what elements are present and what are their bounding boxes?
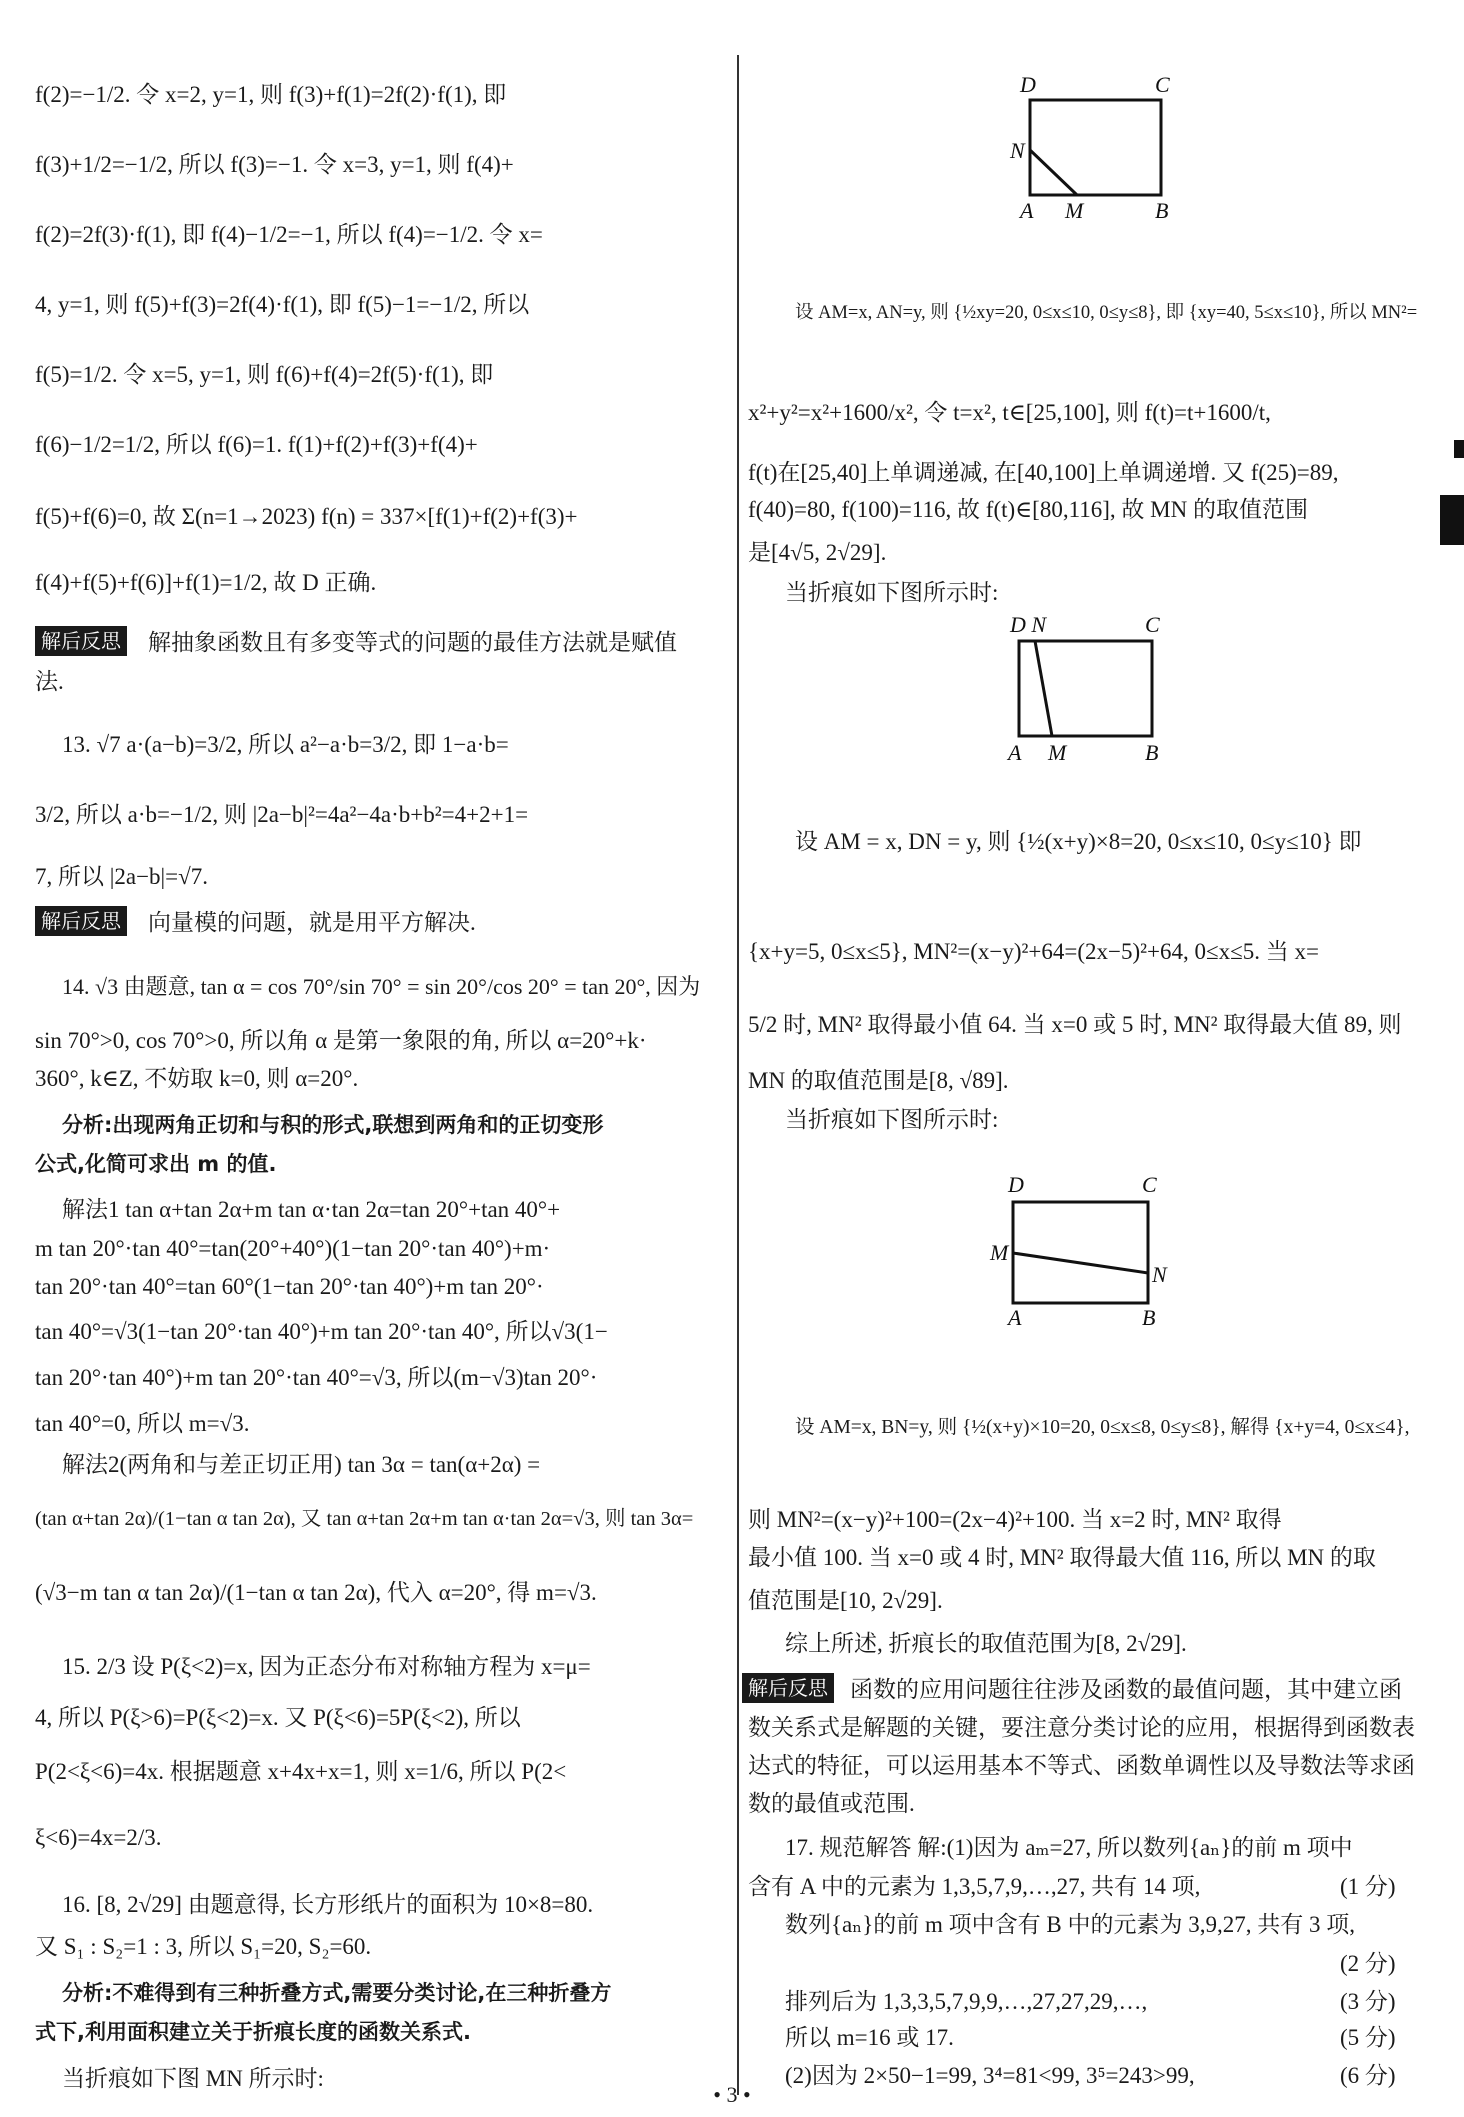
figure-fold-case-1 [1000,70,1200,240]
score-label: (1 分) [1340,1874,1396,1899]
reflection-badge: 解后反思 [35,906,127,936]
text-line: 13. √7 a·(a−b)=3/2, 所以 a²−a·b=3/2, 即 1−a·b= [62,732,509,757]
text-line: 数的最值或范围. [748,1791,915,1816]
text-line: 当折痕如下图 MN 所示时: [62,2066,324,2091]
text-line: 4, 所以 P(ξ>6)=P(ξ<2)=x. 又 P(ξ<6)=5P(ξ<2), 所以 [35,1705,521,1730]
text-line: f(4)+f(5)+f(6)]+f(1)=1/2, 故 D 正确. [35,570,377,595]
text-line: tan 40°=√3(1−tan 20°·tan 40°)+m tan 20°·tan 40°, 所以√3(1− [35,1319,608,1344]
label-A: A [1008,1305,1022,1328]
text-line: 分析:不难得到有三种折叠方式,需要分类讨论,在三种折叠方 [62,1981,612,2005]
text-line: 解法2(两角和与差正切正用) tan 3α = tan(α+2α) = [62,1452,541,1477]
text-line: 达式的特征，可以运用基本不等式、函数单调性以及导数法等求函 [748,1753,1415,1778]
scan-mark [1454,440,1464,458]
reflection-badge: 解后反思 [35,626,127,656]
label-C: C [1142,1172,1157,1197]
text-line: 设 AM=x, AN=y, 则 {½xy=20, 0≤x≤10, 0≤y≤8}, 即 {xy=40, 5≤x≤10}, 所以 MN²= [795,303,1418,323]
text-line: ξ<6)=4x=2/3. [35,1825,162,1850]
label-N: N [1152,1262,1167,1287]
text-line: 法. [35,669,64,694]
page-number: • 3 • [713,2082,751,2107]
label-M: M [1065,198,1084,223]
label-B: B [1145,740,1159,765]
text-line: 解法1 tan α+tan 2α+m tan α·tan 2α=tan 20°+tan 40°+ [62,1197,561,1222]
label-D: D [1008,1172,1024,1197]
text-line: m tan 20°·tan 40°=tan(20°+40°)(1−tan 20°·tan 40°)+m· [35,1236,551,1261]
text-line: f(3)+1/2=−1/2, 所以 f(3)=−1. 令 x=3, y=1, 则 f(4)+ [35,152,514,177]
text-line: f(5)+f(6)=0, 故 Σ(n=1→2023) f(n) = 337×[f(1)+f(2)+f(3)+ [35,504,578,529]
text-line: 15. 2/3 设 P(ξ<2)=x, 因为正态分布对称轴方程为 x=μ= [62,1654,591,1679]
text-line: 排列后为 1,3,3,5,7,9,9,…,27,27,29,…, [785,1989,1148,2014]
text-line: 3/2, 所以 a·b=−1/2, 则 |2a−b|²=4a²−4a·b+b²=4+2+1= [35,802,529,827]
text-line: x²+y²=x²+1600/x², 令 t=x², t∈[25,100], 则 f(t)=t+1600/t, [748,400,1271,425]
text-line: 5/2 时, MN² 取得最小值 64. 当 x=0 或 5 时, MN² 取得最大值 89, 则 [748,1012,1402,1037]
text-line: 17. 规范解答 解:(1)因为 aₘ=27, 所以数列{aₙ}的前 m 项中 [785,1835,1353,1860]
text-line: (2)因为 2×50−1=99, 3⁴=81<99, 3⁵=243>99, [785,2063,1195,2088]
score-label: (3 分) [1340,1989,1396,2014]
text-line: 是[4√5, 2√29]. [748,540,887,565]
text-line: tan 40°=0, 所以 m=√3. [35,1411,250,1436]
text-line: 分析:出现两角正切和与积的形式,联想到两角和的正切变形 [62,1113,604,1137]
text-line: 4, y=1, 则 f(5)+f(3)=2f(4)·f(1), 即 f(5)−1=−1/2, 所以 [35,292,530,317]
text-line: 函数的应用问题往往涉及函数的最值问题，其中建立函 [850,1677,1402,1702]
text-line: 所以 m=16 或 17. [785,2025,954,2050]
text-line: 数列{aₙ}的前 m 项中含有 B 中的元素为 3,9,27, 共有 3 项, [785,1912,1355,1937]
score-label: (5 分) [1340,2025,1396,2050]
text-line: 当折痕如下图所示时: [785,1107,999,1132]
label-A: A [1020,198,1034,223]
text-line: 360°, k∈Z, 不妨取 k=0, 则 α=20°. [35,1066,359,1091]
text-line: f(5)=1/2. 令 x=5, y=1, 则 f(6)+f(4)=2f(5)·f(1), 即 [35,362,494,387]
text-line: MN 的取值范围是[8, √89]. [748,1068,1009,1093]
text-line: (√3−m tan α tan 2α)/(1−tan α tan 2α), 代入 α=20°, 得 m=√3. [35,1580,597,1605]
text-line: 式下,利用面积建立关于折痕长度的函数关系式. [35,2020,471,2044]
text-line: (tan α+tan 2α)/(1−tan α tan 2α), 又 tan α+tan 2α+m tan α·tan 2α=√3, 则 tan 3α= [35,1508,694,1530]
text-line: 16. [8, 2√29] 由题意得, 长方形纸片的面积为 10×8=80. [62,1892,594,1917]
text-line: {x+y=5, 0≤x≤5}, MN²=(x−y)²+64=(2x−5)²+64, 0≤x≤5. 当 x= [748,939,1319,964]
text-line: f(40)=80, f(100)=116, 故 f(t)∈[80,116], 故 MN 的取值范围 [748,497,1308,522]
text-line: f(t)在[25,40]上单调递减, 在[40,100]上单调递增. 又 f(25)=89, [748,460,1339,485]
text-line: f(2)=−1/2. 令 x=2, y=1, 则 f(3)+f(1)=2f(2)·f(1), 即 [35,82,507,107]
reflection-badge: 解后反思 [742,1673,834,1703]
text-line: P(2<ξ<6)=4x. 根据题意 x+4x+x=1, 则 x=1/6, 所以 P(2< [35,1759,567,1784]
text-line: 综上所述, 折痕长的取值范围为[8, 2√29]. [785,1631,1187,1656]
label-B: B [1155,198,1169,223]
score-label: (2 分) [1340,1951,1396,1976]
label-N: N [1010,138,1025,163]
text-line: sin 70°>0, cos 70°>0, 所以角 α 是第一象限的角, 所以 α=20°+k· [35,1028,647,1053]
text-line: 又 S₁ : S₂=1 : 3, 所以 S₁=20, S₂=60. [35,1934,372,1959]
text-line: tan 20°·tan 40°=tan 60°(1−tan 20°·tan 40°)+m tan 20°· [35,1274,544,1299]
text-line: 7, 所以 |2a−b|=√7. [35,864,208,889]
text-line: 设 AM = x, DN = y, 则 {½(x+y)×8=20, 0≤x≤10, 0≤y≤10} 即 [795,829,1362,854]
text-line: 数关系式是解题的关键，要注意分类讨论的应用，根据得到函数表 [748,1715,1415,1740]
label-B: B [1142,1305,1156,1328]
text-line: 当折痕如下图所示时: [785,580,999,605]
score-label: (6 分) [1340,2063,1396,2088]
text-line: 含有 A 中的元素为 1,3,5,7,9,…,27, 共有 14 项, [748,1874,1201,1899]
text-line: 则 MN²=(x−y)²+100=(2x−4)²+100. 当 x=2 时, MN² 取得 [748,1507,1282,1532]
label-A: A [1008,740,1022,765]
text-line: 值范围是[10, 2√29]. [748,1588,943,1613]
text-line: f(2)=2f(3)·f(1), 即 f(4)−1/2=−1, 所以 f(4)=−1/2. 令 x= [35,222,543,247]
label-DN: D N [1010,612,1047,637]
figure-fold-case-3 [980,1168,1190,1328]
scan-mark [1440,495,1464,545]
text-line: 解抽象函数且有多变等式的问题的最佳方法就是赋值 [148,630,677,655]
column-divider [737,55,739,2095]
figure-fold-case-2 [990,612,1190,772]
text-line: tan 20°·tan 40°)+m tan 20°·tan 40°=√3, 所以(m−√3)tan 20°· [35,1365,598,1390]
label-C: C [1145,612,1160,637]
text-line: 公式,化简可求出 m 的值. [35,1152,277,1176]
text-line: 向量模的问题，就是用平方解决. [148,910,476,935]
label-C: C [1155,72,1170,97]
text-line: 14. √3 由题意, tan α = cos 70°/sin 70° = sin 20°/cos 20° = tan 20°, 因为 [62,974,701,999]
text-line: 设 AM=x, BN=y, 则 {½(x+y)×10=20, 0≤x≤8, 0≤y≤8}, 解得 {x+y=4, 0≤x≤4}, [795,1417,1410,1438]
label-M: M [990,1240,1009,1265]
label-D: D [1020,72,1036,97]
text-line: 最小值 100. 当 x=0 或 4 时, MN² 取得最大值 116, 所以 MN 的取 [748,1545,1376,1570]
text-line: f(6)−1/2=1/2, 所以 f(6)=1. f(1)+f(2)+f(3)+f(4)+ [35,432,478,457]
label-M: M [1048,740,1067,765]
